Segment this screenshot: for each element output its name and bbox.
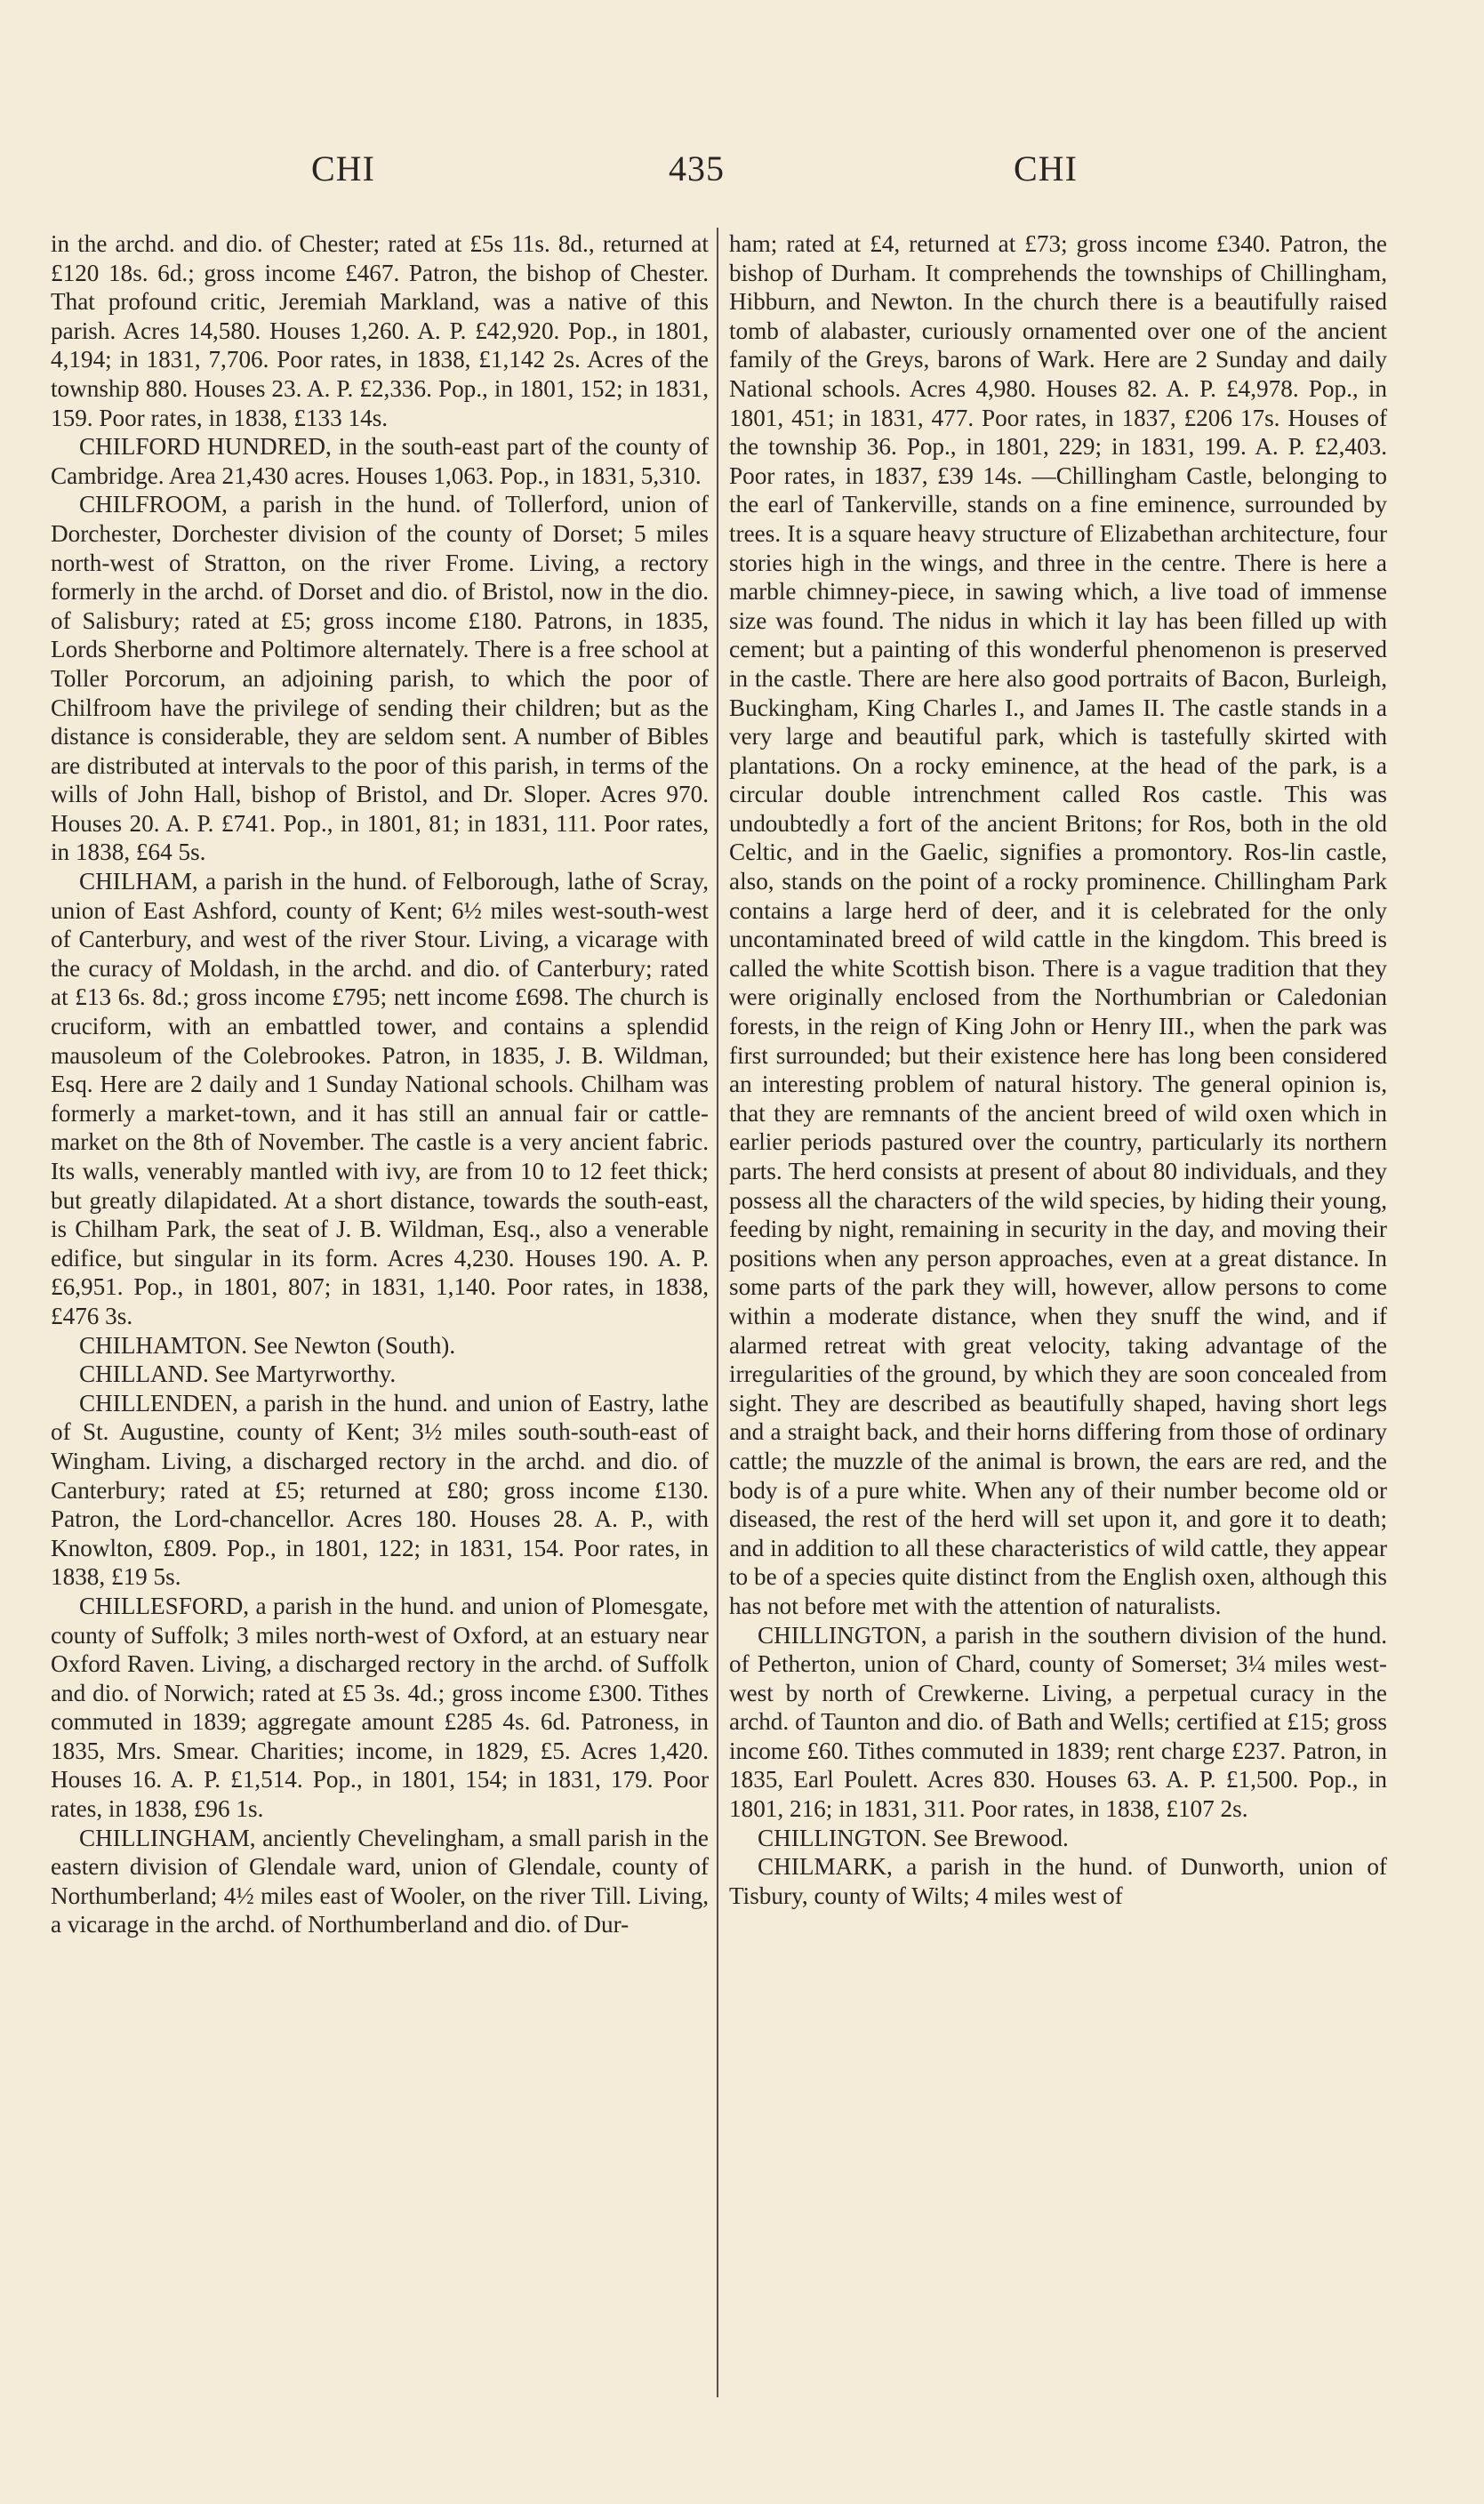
entry-continuation: in the archd. and dio. of Chester; rated at £5s 11s. 8d., returned at £120 18s. 6d.; gross income £467. Patron, the bishop of Chester. That profound critic, Jeremiah Markland, was a native of this parish. Acres 14,580. Houses 1,260. A. P. £42,920. Pop., in 1801, 4,194; in 1831, 7,706. Poor rates, in 1838, £1,142 2s. Acres of the township 880. Houses 23. A. P. £2,336. Pop., in 1801, 152; in 1831, 159. Poor rates, in 1838, £133 14s. [51,230,709,431]
entry-chilfroom: CHILFROOM, a parish in the hund. of Tollerford, union of Dorchester, Dorchester division of the county of Dorset; 5 miles north-west of Stratton, on the river Frome. Living, a rectory formerly in the archd. of Dorset and dio. of Bristol, now in the dio. of Salisbury; rated at £5; gross income £180. Patrons, in 1835, Lords Sherborne and Poltimore alternately. There is a free school at Toller Porcorum, an adjoining parish, to which the poor of Chilfroom have the privilege of sending their children; but as the distance is considerable, they are seldom sent. A number of Bibles are distributed at intervals to the poor of this parish, in terms of the wills of John Hall, bishop of Bristol, and Dr. Sloper. Acres 970. Houses 20. A. P. £741. Pop., in 1801, 81; in 1831, 111. Poor rates, in 1838, £64 5s. [51,491,709,866]
entry-chilland: CHILLAND. See Martyrworthy. [79,1360,397,1388]
entry-chilmark: CHILMARK, a parish in the hund. of Dunworth, union of Tisbury, county of Wilts; 4 miles west of [729,1853,1387,1909]
entry-chilhamton: CHILHAMTON. See Newton (South). [79,1331,456,1359]
entry-chillington-see: CHILLINGTON. See Brewood. [758,1824,1069,1851]
column-divider [717,228,718,2397]
page-number: 435 [669,148,725,189]
entry-chillenden: CHILLENDEN, a parish in the hund. and union of Eastry, lathe of St. Augustine, county of Kent; 3½ miles south-south-east of Wingham. Living, a discharged rectory in the archd. and dio. of Canterbury; rated at £5; returned at £80; gross income £130. Patron, the Lord-chancellor. Acres 180. Houses 28. A. P., with Knowlton, £809. Pop., in 1801, 122; in 1831, 154. Poor rates, in 1838, £19 5s. [51,1389,709,1591]
entry-chilham: CHILHAM, a parish in the hund. of Felborough, lathe of Scray, union of East Ashford, county of Kent; 6½ miles west-south-west of Canterbury, and west of the river Stour. Living, a vicarage with the curacy of Moldash, in the archd. and dio. of Canterbury; rated at £13 6s. 8d.; gross income £795; nett income £698. The church is cruciform, with an embattled tower, and contains a splendid mausoleum of the Colebrookes. Patron, in 1835, J. B. Wildman, Esq. Here are 2 daily and 1 Sunday National schools. Chilham was formerly a market-town, and it has still an annual fair or cattle-market on the 8th of November. The castle is a very ancient fabric. Its walls, venerably mantled with ivy, are from 10 to 12 feet thick; but greatly dilapidated. At a short distance, towards the south-east, is Chilham Park, the seat of J. B. Wildman, Esq., also a venerable edifice, but singular in its form. Acres 4,230. Houses 190. A. P. £6,951. Pop., in 1801, 807; in 1831, 1,140. Poor rates, in 1838, £476 3s. [51,868,709,1329]
entry-chillingham-continued: ham; rated at £4, returned at £73; gross income £340. Patron, the bishop of Durham. It comprehends the townships of Chillingham, Hibburn, and Newton. In the church there is a beautifully raised tomb of alabaster, curiously ornamented over one of the ancient family of the Greys, barons of Wark. Here are 2 Sunday and daily National schools. Acres 4,980. Houses 82. A. P. £4,978. Pop., in 1801, 451; in 1831, 477. Poor rates, in 1837, £206 17s. Houses of the township 36. Pop., in 1801, 229; in 1831, 199. A. P. £2,403. Poor rates, in 1837, £39 14s. —Chillingham Castle, belonging to the earl of Tankerville, stands on a fine eminence, surrounded by trees. It is a square heavy structure of Elizabethan architecture, four stories high in the wings, and three in the centre. There is here a marble chimney-piece, in sawing which, a live toad of immense size was found. The nidus in which it lay has been filled up with cement; but a painting of this wonderful phenomenon is preserved in the castle. There are here also good portraits of Bacon, Burleigh, Buckingham, King Charles I., and James II. The castle stands in a very large and beautiful park, which is tastefully skirted with plantations. On a rocky eminence, at the head of the park, is a circular double intrenchment called Ros castle. This was undoubtedly a fort of the ancient Britons; for Ros, both in the old Celtic, and in the Gaelic, signifies a promontory. Ros-lin castle, also, stands on the point of a rocky prominence. Chillingham Park contains a large herd of deer, and it is celebrated for the only uncontaminated breed of wild cattle in the kingdom. This breed is called the white Scottish bison. There is a vague tradition that they were originally enclosed from the Northumbrian or Caledonian forests, in the reign of King John or Henry III., when the park was first surrounded; but their existence here has long been considered an interesting problem of natural history. The general opinion is, that they are remnants of the ancient breed of wild oxen which in earlier periods pastured over the country, particularly its northern parts. The herd consists at present of about 80 individuals, and they possess all the characters of the wild species, by hiding their young, feeding by night, remaining in security in the day, and moving their positions when any person approaches, even at a great distance. In some parts of the park they will, however, allow persons to come within a moderate distance, when they snuff the wind, and if alarmed retreat with great velocity, taking advantage of the irregularities of the ground, by which they are soon concealed from sight. They are described as beautifully shaped, having short legs and a straight back, and their horns differing from those of ordinary cattle; the muzzle of the animal is brown, the ears are red, and the body is of a pure white. When any of their number become old or diseased, the rest of the herd will set upon it, and gore it to death; and in addition to all these characteristics of wild cattle, they appear to be of a species quite distinct from the English oxen, although this has not before met with the attention of naturalists. [729,230,1387,1619]
entry-chillington: CHILLINGTON, a parish in the southern division of the hund. of Petherton, union of Chard, county of Somerset; 3¼ miles west-west by north of Crewkerne. Living, a perpetual curacy in the archd. of Taunton and dio. of Bath and Wells; certified at £15; gross income £60. Tithes commuted in 1839; rent charge £237. Patron, in 1835, Earl Poulett. Acres 830. Houses 63. A. P. £1,500. Pop., in 1801, 216; in 1831, 311. Poor rates, in 1838, £107 2s. [729,1621,1387,1823]
entry-chillesford: CHILLESFORD, a parish in the hund. and union of Plomesgate, county of Suffolk; 3 miles north-west of Oxford, at an estuary near Oxford Raven. Living, a discharged rectory in the archd. of Suffolk and dio. of Norwich; rated at £5 3s. 4d.; gross income £300. Tithes commuted in 1839; aggregate amount £285 4s. 6d. Patroness, in 1835, Mrs. Smear. Charities; income, in 1829, £5. Acres 1,420. Houses 16. A. P. £1,514. Pop., in 1801, 154; in 1831, 179. Poor rates, in 1838, £96 1s. [51,1592,709,1823]
entry-chillingham: CHILLINGHAM, anciently Chevelingham, a small parish in the eastern division of Glendale ward, union of Glendale, county of Northumberland; 4½ miles east of Wooler, on the river Till. Living, a vicarage in the archd. of Northumberland and dio. of Dur- [51,1824,709,1938]
running-head-left: CHI [311,148,375,189]
running-head-right: CHI [1014,148,1078,189]
page-header [0,142,1484,196]
entry-chilford-hundred: CHILFORD HUNDRED, in the south-east part of the county of Cambridge. Area 21,430 acres. Houses 1,063. Pop., in 1831, 5,310. [51,433,709,489]
left-column [51,229,709,1939]
right-column [729,229,1387,1910]
